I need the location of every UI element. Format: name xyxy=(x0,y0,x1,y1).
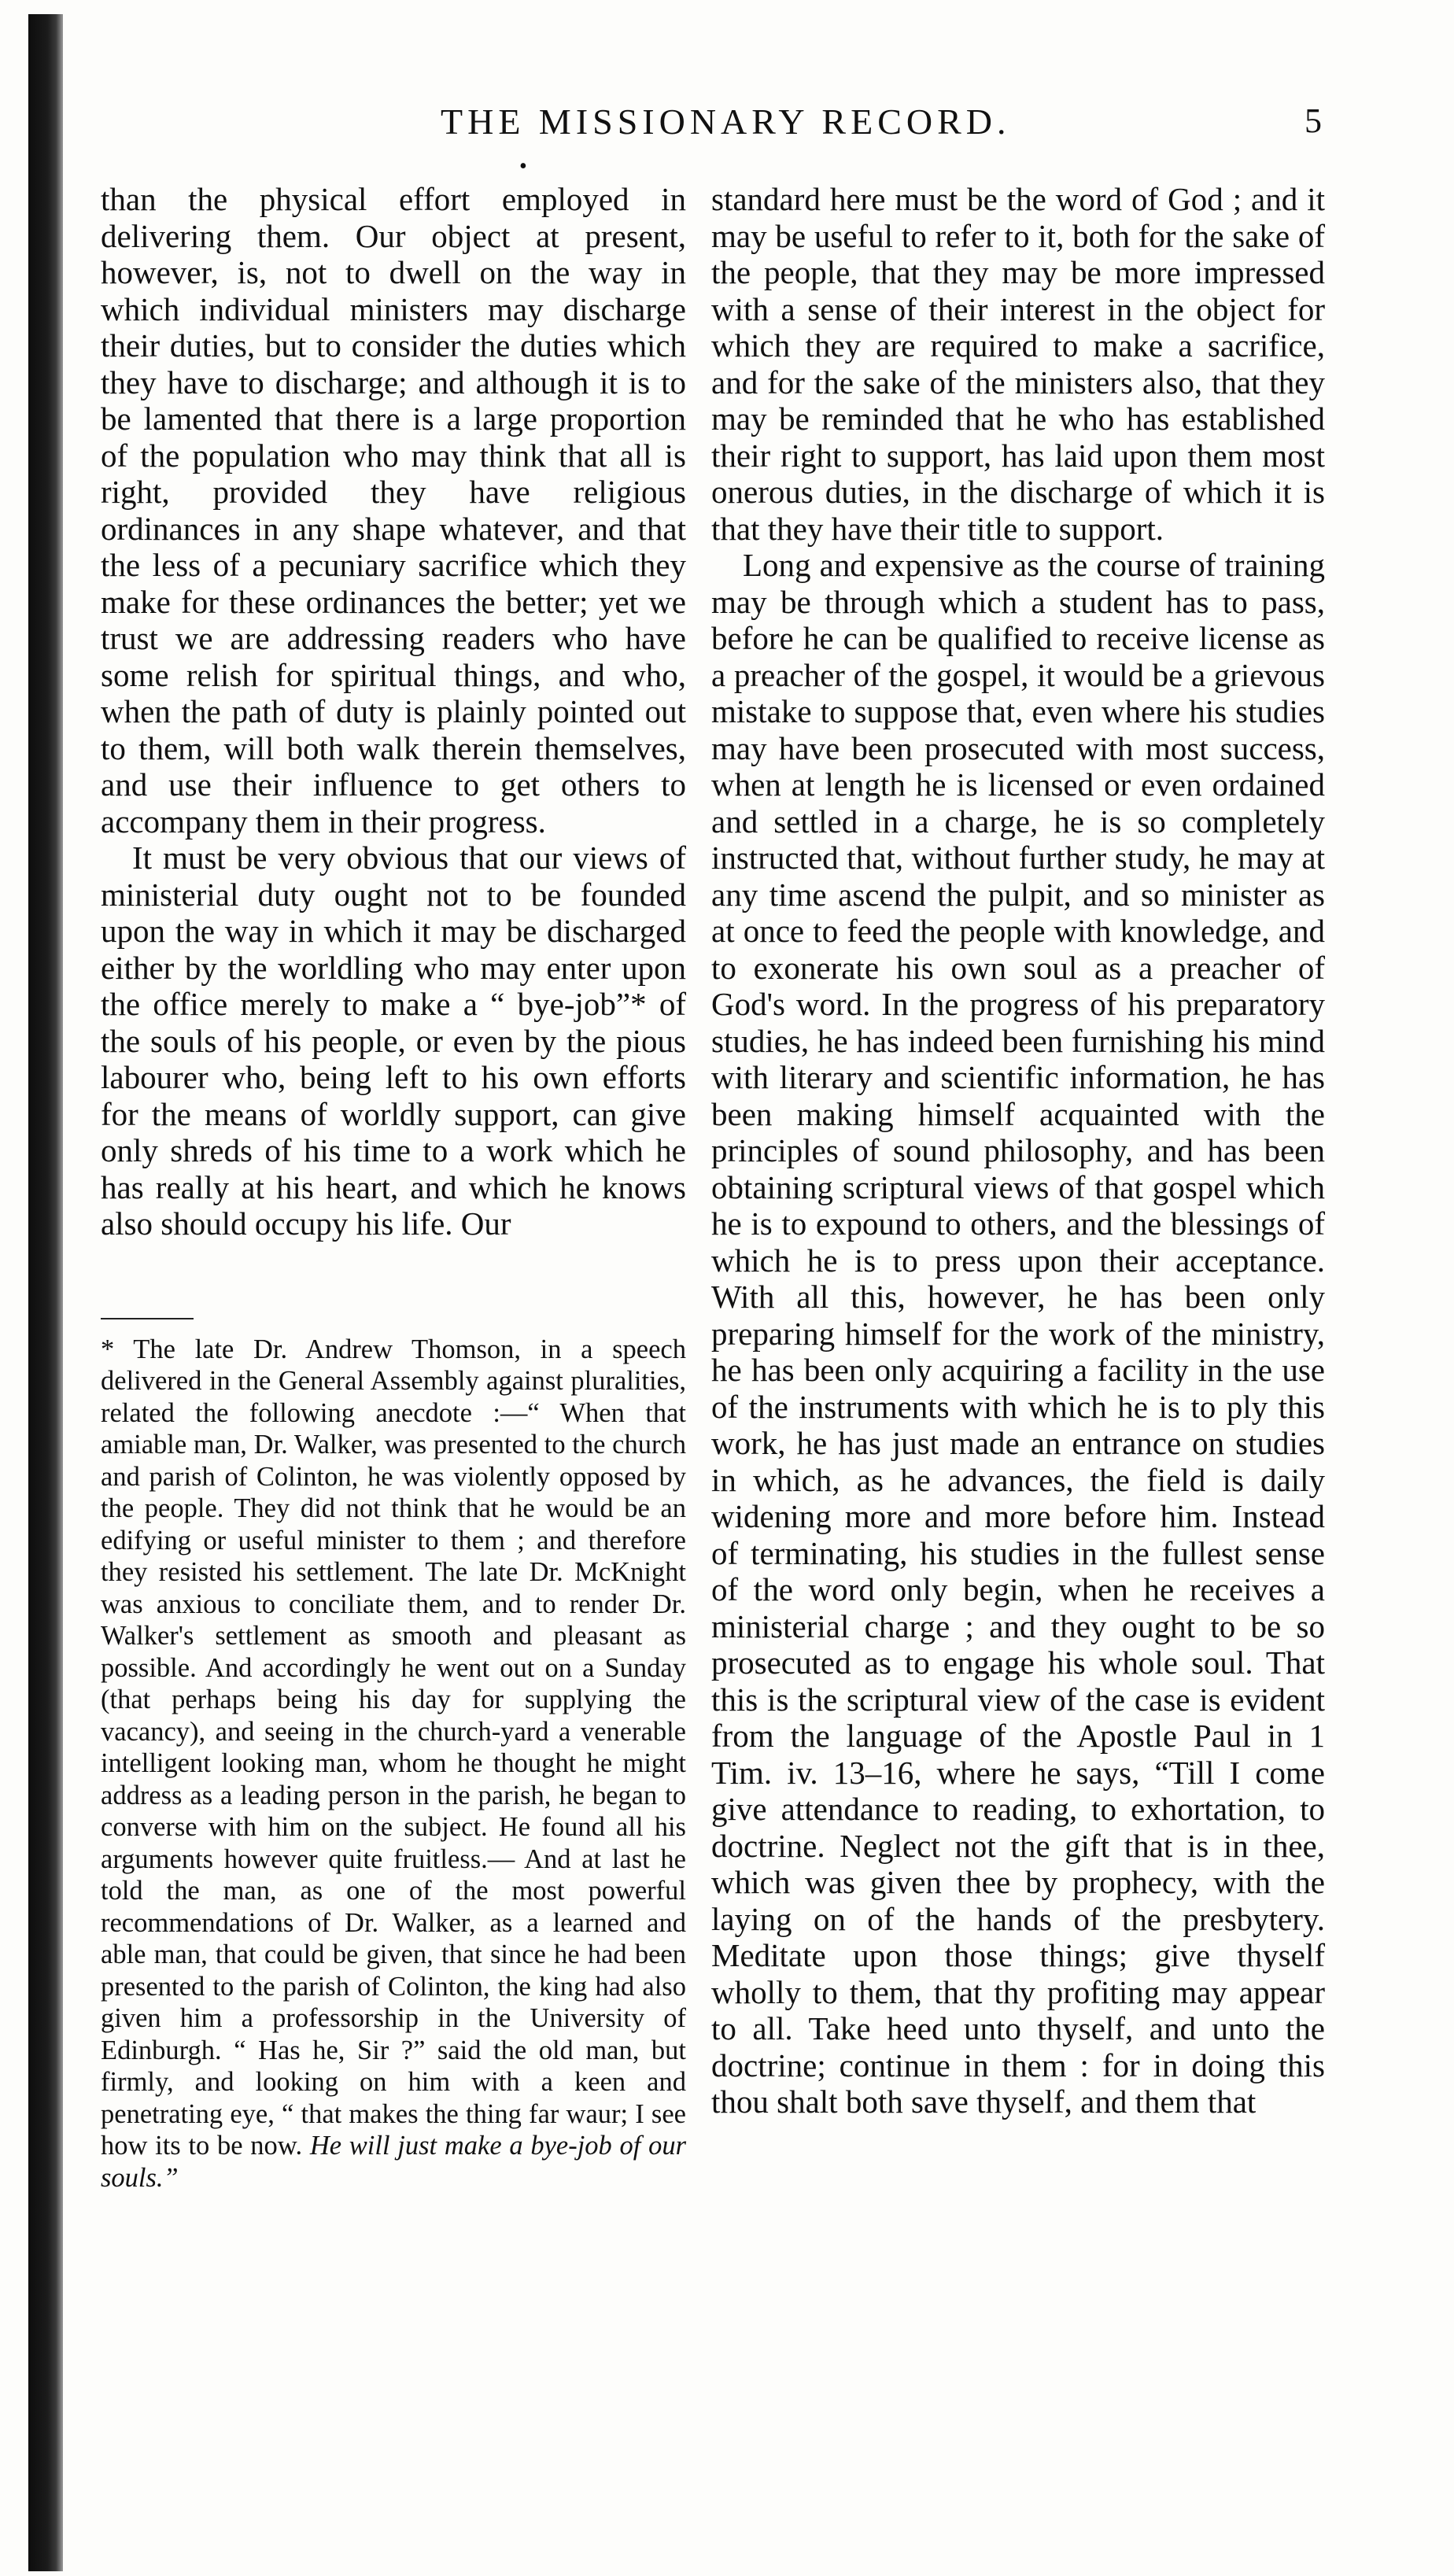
left-paragraph-1: than the physical effort employed in delivering them. Our object at present, however, is, not to dwell on the way in which individual ministers may discharge their duties, but to consider the duties which they have to discharge; and although it is to be lamented that there is a large proportion of the population who may think that all is right, provided they have religious ordinances in any shape whatever, and that the less of a pecuniary sacrifice which they make for these ordinances the better; yet we trust we are addressing readers who have some relish for spiritual things, and who, when the path of duty is plainly pointed out to them, will both walk therein themselves, and use their influence to get others to accompany them in their progress. xyxy=(101,181,686,840)
footnote xyxy=(101,1334,686,2194)
footnote-text: * The late Dr. Andrew Thomson, in a speech delivered in the General Assembly against pluralities, related the following anecdote :—“ When that amiable man, Dr. Walker, was presented to the church and parish of Colinton, he was violently opposed by the people. They did not think that he would be an edifying or useful minister to them ; and therefore they resisted his settlement. The late Dr. McKnight was anxious to conciliate them, and to render Dr. Walker's settlement as smooth and pleasant as possible. And accordingly he went out on a Sunday (that perhaps being his day for supplying the vacancy), and seeing in the church-yard a venerable intelligent looking man, whom he thought he might address as a leading person in the parish, he began to converse with him on the subject. He found all his arguments however quite fruitless.— And at last he told the man, as one of the most powerful recommendations of Dr. Walker, as a learned and able man, that could be given, that since he had been presented to the parish of Colinton, the king had also given him a professorship in the University of Edinburgh. “ Has he, Sir ?” said the old man, but firmly, and looking on him with a keen and penetrating eye, “ that makes the thing far waur; I see how its to be now. xyxy=(101,1334,686,2161)
running-title: THE MISSIONARY RECORD. xyxy=(441,101,1011,142)
left-column xyxy=(101,181,686,2194)
footnote-italic-quote: He will just make a bye-job of our souls.” xyxy=(101,2131,687,2193)
page-number: 5 xyxy=(1305,101,1322,140)
right-paragraph-1: standard here must be the word of God ; and it may be useful to refer to it, both for the sake of the people, that they may be more impressed with a sense of their interest in the object for which they are required to make a sacrifice, and for the sake of the ministers also, that they may be reminded that he who has established their right to support, has laid upon them most onerous duties, in the discharge of which it is that they have their title to support. xyxy=(711,181,1325,547)
right-paragraph-2: Long and expensive as the course of training may be through which a student has to pass, before he can be qualified to receive license as a preacher of the gospel, it would be a grievous mistake to suppose that, even where his studies may have been prosecuted with most success, when at length he is licensed or even ordained and settled in a charge, he is so completely instructed that, without further study, he may at any time ascend the pulpit, and so minister as at once to feed the people with knowledge, and to exonerate his own soul as a preacher of God's word. In the progress of his preparatory studies, he has indeed been furnishing his mind with literary and scientific information, he has been making himself acquainted with the principles of sound philosophy, and has been obtaining scriptural views of that gospel which he is to expound to others, and the blessings of which he is to press upon their acceptance. With all this, however, he has been only preparing himself for the work of the ministry, he has been only acquiring a facility in the use of the instruments with which he is to ply this work, he has just made an entrance on studies in which, as he advances, the field is daily widening more and more before him. Instead of terminating, his studies in the fullest sense of the word only begin, when he receives a ministerial charge ; and they ought to be so prosecuted as to engage his whole soul. That this is the scriptural view of the case is evident from the language of the Apostle Paul in 1 Tim. iv. 13–16, where he says, “Till I come give attendance to reading, to exhortation, to doctrine. Neglect not the gift that is in thee, which was given thee by prophecy, with the laying on of the hands of the presbytery. Meditate upon those things; give thyself wholly to them, that thy profiting may appear to all. Take heed unto thyself, and unto the doctrine; continue in them : for in doing this thou shalt both save thyself, and them that xyxy=(711,547,1325,2120)
left-paragraph-2: It must be very obvious that our views of ministerial duty ought not to be founded upon the way in which it may be discharged either by the worldling who may enter upon the office merely to make a “ bye-job”* of the souls of his people, or even by the pious labourer who, being left to his own efforts for the means of worldly support, can give only shreds of his time to a work which he has really at his heart, and which he knows also should occupy his life. Our xyxy=(101,840,686,1242)
printer-mark: • xyxy=(519,154,527,179)
right-column xyxy=(711,181,1325,2120)
page-header xyxy=(441,101,1322,148)
footnote-rule xyxy=(101,1318,194,1319)
book-spine-shadow xyxy=(28,14,63,2571)
